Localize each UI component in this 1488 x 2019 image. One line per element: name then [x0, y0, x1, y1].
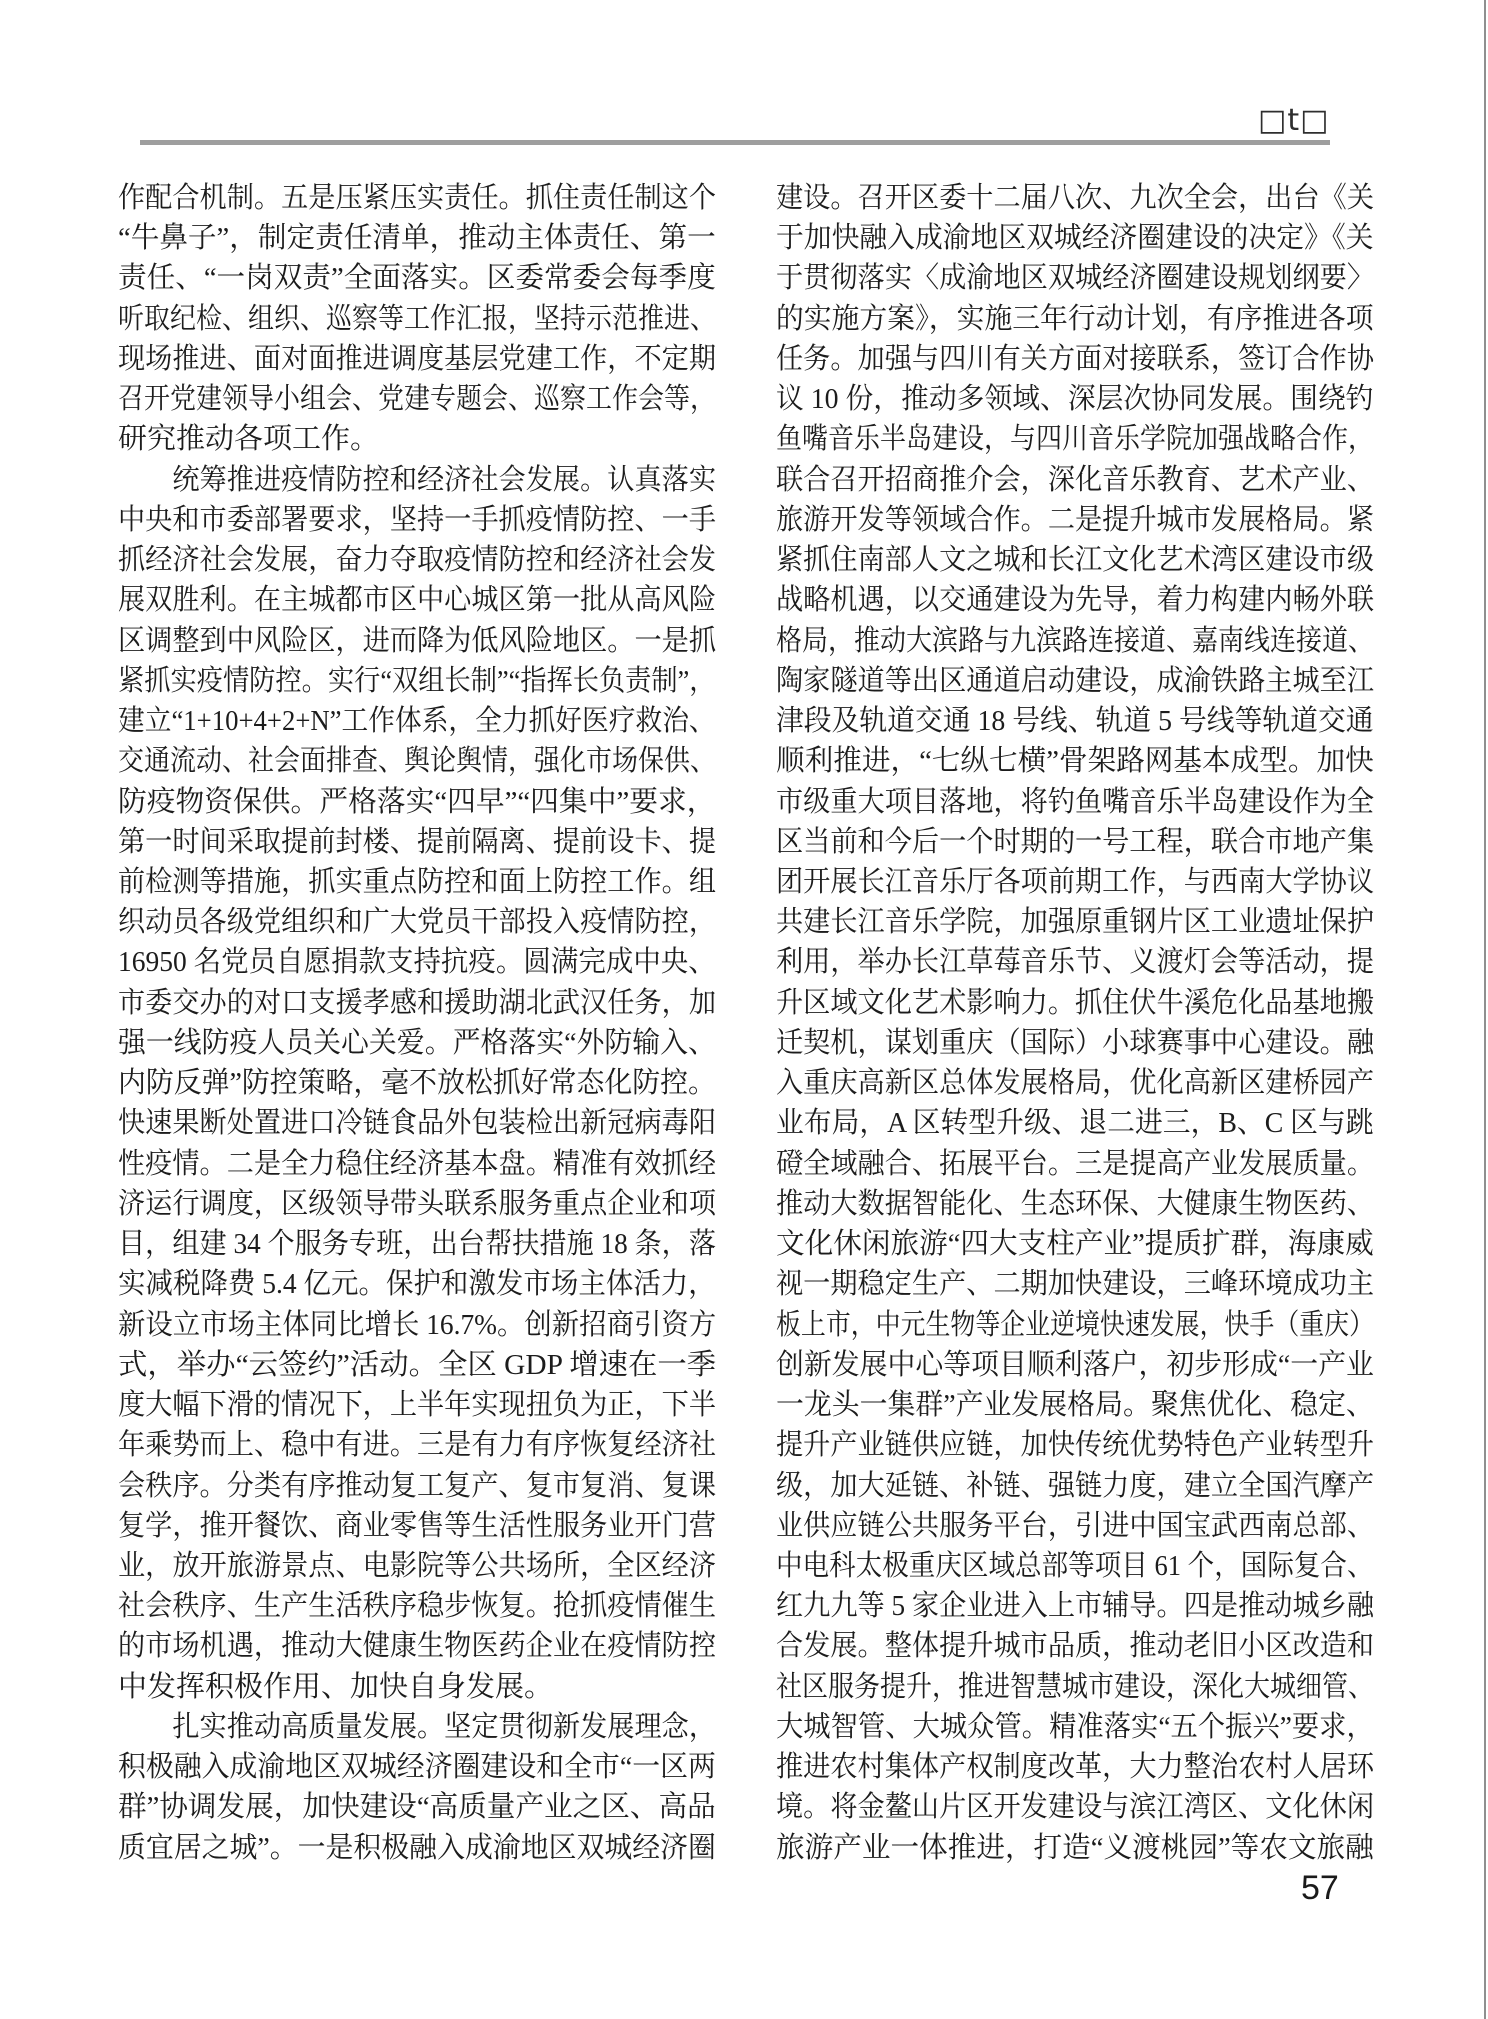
text-line: [776, 1305, 1374, 1345]
text-line: [776, 701, 1374, 741]
text-line-content: 红九九等 5 家企业进入上市辅导。四是推动城乡融: [776, 1590, 1375, 1623]
text-line-content: 紧抓住南部人文之城和长江文化艺术湾区建设市级: [776, 544, 1375, 577]
text-line-content: 业布局，A 区转型升级、退二进三，B、C 区与跳: [776, 1107, 1374, 1140]
text-line: [118, 822, 716, 862]
text-line-content: 内防反弹”防控策略，毫不放松抓好常态化防控。: [118, 1067, 716, 1100]
text-line: [776, 339, 1374, 379]
text-line: [118, 1063, 716, 1103]
text-line: [118, 1787, 716, 1827]
text-line: [776, 258, 1374, 298]
text-line: [118, 178, 716, 218]
text-line-content: 市级重大项目落地，将钓鱼嘴音乐半岛建设作为全: [776, 785, 1375, 818]
text-line: [118, 1586, 716, 1626]
text-line: [118, 258, 716, 298]
text-line: [118, 1828, 716, 1868]
text-line-content: 社会秩序、生产生活秩序稳步恢复。抢抓疫情催生: [118, 1590, 717, 1623]
text-line-content: 业供应链公共服务平台，引进中国宝武西南总部、: [776, 1509, 1375, 1542]
text-line-content: 于加快融入成渝地区双城经济圈建设的决定》《关: [776, 222, 1374, 255]
text-line: [118, 1506, 716, 1546]
text-line-content: 创新发展中心等项目顺利落户，初步形成“一产业: [776, 1348, 1374, 1381]
text-line-content: 抓经济社会发展，奋力夺取疫情防控和经济社会发: [118, 544, 717, 577]
text-line-content: 视一期稳定生产、二期加快建设，三峰环境成功主: [776, 1268, 1375, 1301]
text-column-left: [118, 178, 716, 1868]
text-line: [776, 1707, 1374, 1747]
text-line-content: 建立“1+10+4+2+N”工作体系，全力抓好医疗救治、: [118, 705, 716, 738]
text-line: [776, 218, 1374, 258]
text-line: [776, 902, 1374, 942]
text-line: [776, 1546, 1374, 1586]
text-line: [776, 1667, 1374, 1707]
text-line-content: 强一线防疫人员关心关爱。严格落实“外防输入、: [118, 1026, 716, 1059]
text-line: [776, 621, 1374, 661]
text-line: [118, 782, 716, 822]
text-line-content: 实减税降费 5.4 亿元。保护和激发市场主体活力，: [118, 1268, 716, 1301]
text-line: [776, 1466, 1374, 1506]
text-line: [118, 1546, 716, 1586]
text-line-content: 前检测等措施，抓实重点防控和面上防控工作。组: [118, 865, 717, 898]
text-column-right: [776, 178, 1374, 1868]
text-line-content: 合发展。整体提升城市品质，推动老旧小区改造和: [776, 1630, 1375, 1663]
text-line: [118, 1707, 716, 1747]
text-line-content: 磴全域融合、拓展平台。三是提高产业发展质量。: [776, 1147, 1375, 1180]
text-line: [776, 1828, 1374, 1868]
text-line: [118, 862, 716, 902]
text-line: [776, 1023, 1374, 1063]
text-line: [776, 1144, 1374, 1184]
text-line: [118, 1184, 716, 1224]
text-line: [118, 1425, 716, 1465]
text-line-content: 建设。召开区委十二届八次、九次全会，出台《关: [776, 182, 1375, 214]
text-line-content: 联合召开招商推介会，深化音乐教育、艺术产业、: [776, 463, 1375, 496]
page-number: 57: [1301, 1869, 1339, 1907]
text-line-content: 推进农村集体产权制度改革，大力整治农村人居环: [776, 1751, 1375, 1784]
text-line-content: “牛鼻子”，制定责任清单，推动主体责任、第一: [118, 222, 716, 255]
text-line-content: 区当前和今后一个时期的一号工程，联合市地产集: [776, 825, 1375, 858]
text-line: [118, 540, 716, 580]
text-line: [776, 1425, 1374, 1465]
text-line: [776, 419, 1374, 459]
text-line: [118, 1103, 716, 1143]
text-line-content: 战略机遇，以交通建设为先导，着力构建内畅外联: [776, 584, 1375, 617]
text-line: [118, 983, 716, 1023]
text-line-content: 升区域文化艺术影响力。抓住伏牛溪危化品基地搬: [776, 986, 1375, 1019]
text-line-content: 迁契机，谋划重庆（国际）小球赛事中心建设。融: [776, 1026, 1375, 1059]
text-line-content: 陶家隧道等出区通道启动建设，成渝铁路主城至江: [776, 664, 1375, 697]
text-line-content: 业，放开旅游景点、电影院等公共场所，全区经济: [118, 1549, 717, 1582]
text-line-content: 板上市，中元生物等企业逆境快速发展，快手（重庆）: [776, 1308, 1375, 1341]
text-line-content: 格局，推动大滨路与九滨路连接道、嘉南线连接道、: [776, 624, 1375, 657]
text-line: [776, 983, 1374, 1023]
text-line-content: 济运行调度，区级领导带头联系服务重点企业和项: [118, 1187, 717, 1220]
text-line-content: 社区服务提升，推进智慧城市建设，深化大城细管、: [776, 1670, 1375, 1703]
text-line: [118, 1466, 716, 1506]
text-line: [118, 580, 716, 620]
text-line: [776, 299, 1374, 339]
text-line-content: 现场推进、面对面推进调度基层党建工作，不定期: [118, 342, 717, 375]
text-line: [776, 1184, 1374, 1224]
text-line-content: 织动员各级党组织和广大党员干部投入疫情防控，: [118, 906, 717, 939]
text-line: [118, 1144, 716, 1184]
text-line-content: 式，举办“云签约”活动。全区 GDP 增速在一季: [118, 1348, 717, 1381]
text-line: [118, 1264, 716, 1304]
text-line: [776, 1103, 1374, 1143]
text-line: [776, 1747, 1374, 1787]
text-line-content: 交通流动、社会面排查、舆论舆情，强化市场保供、: [118, 745, 717, 778]
text-line: [118, 419, 716, 459]
text-line-content: 研究推动各项工作。: [118, 423, 380, 456]
text-line-content: 提升产业链供应链，加快传统优势特色产业转型升: [776, 1429, 1375, 1462]
text-line-content: 一龙头一集群”产业发展格局。聚焦优化、稳定、: [776, 1389, 1374, 1422]
text-line: [776, 741, 1374, 781]
text-line: [118, 1747, 716, 1787]
text-line: [118, 741, 716, 781]
text-line-content: 中央和市委部署要求，坚持一手抓疫情防控、一手: [118, 503, 717, 536]
text-line-content: 大城智管、大城众管。精准落实“五个振兴”要求，: [776, 1710, 1374, 1743]
text-line-content: 作配合机制。五是压紧压实责任。抓住责任制这个: [118, 182, 717, 214]
text-line: [776, 379, 1374, 419]
text-line: [118, 1224, 716, 1264]
text-line: [776, 1063, 1374, 1103]
text-line-content: 统筹推进疫情防控和经济社会发展。认真落实: [118, 463, 717, 496]
text-line: [118, 339, 716, 379]
text-line: [776, 580, 1374, 620]
text-line-content: 听取纪检、组织、巡察等工作汇报，坚持示范推进、: [118, 302, 717, 335]
text-line-content: 团开展长江音乐厅各项前期工作，与西南大学协议: [776, 865, 1375, 898]
text-line-content: 市委交办的对口支援孝感和援助湖北武汉任务，加: [118, 986, 717, 1019]
text-line-content: 召开党建领导小组会、党建专题会、巡察工作会等，: [118, 383, 717, 416]
text-line: [776, 500, 1374, 540]
text-line: [776, 1506, 1374, 1546]
text-line-content: 群”协调发展，加快建设“高质量产业之区、高品: [118, 1791, 716, 1824]
text-line: [118, 379, 716, 419]
text-line-content: 展双胜利。在主城都市区中心城区第一批从高风险: [118, 584, 717, 617]
text-line-content: 议 10 份，推动多领域、深层次协同发展。围绕钓: [776, 383, 1374, 416]
text-line-content: 防疫物资保供。严格落实“四早”“四集中”要求，: [118, 785, 716, 818]
text-line-content: 快速果断处置进口冷链食品外包装检出新冠病毒阳: [118, 1107, 717, 1140]
text-line: [118, 1345, 716, 1385]
text-line-content: 推动大数据智能化、生态环保、大健康生物医药、: [776, 1187, 1375, 1220]
text-line: [118, 1626, 716, 1666]
text-line-content: 入重庆高新区总体发展格局，优化高新区建桥园产: [776, 1067, 1375, 1100]
text-line-content: 境。将金鳌山片区开发建设与滨江湾区、文化休闲: [776, 1791, 1375, 1824]
text-line: [776, 1345, 1374, 1385]
text-line: [776, 1787, 1374, 1827]
text-line: [118, 621, 716, 661]
text-line-content: 级，加大延链、补链、强链力度，建立全国汽摩产: [776, 1469, 1375, 1502]
text-line-content: 利用，举办长江草莓音乐节、义渡灯会等活动，提: [776, 946, 1375, 979]
text-line-content: 文化休闲旅游“四大支柱产业”提质扩群，海康威: [776, 1228, 1374, 1261]
text-line: [776, 661, 1374, 701]
text-line-content: 度大幅下滑的情况下，上半年实现扭负为正，下半: [118, 1389, 717, 1422]
text-line: [776, 1385, 1374, 1425]
text-line-content: 新设立市场主体同比增长 16.7%。创新招商引资方: [118, 1308, 717, 1341]
text-line-content: 鱼嘴音乐半岛建设，与四川音乐学院加强战略合作，: [776, 423, 1375, 456]
text-line-content: 积极融入成渝地区双城经济圈建设和全市“一区两: [118, 1751, 716, 1784]
text-line-content: 中电科太极重庆区域总部等项目 61 个，国际复合、: [776, 1549, 1374, 1582]
header-rule: [140, 140, 1330, 145]
page-edge-line: [1484, 0, 1486, 2019]
header-mark: □t□: [1258, 103, 1330, 138]
text-line: [776, 1586, 1374, 1626]
text-line-content: 任务。加强与四川有关方面对接联系，签订合作协: [776, 342, 1375, 375]
text-line-content: 目，组建 34 个服务专班，出台帮扶措施 18 条，落: [118, 1228, 717, 1261]
text-line-content: 的实施方案》，实施三年行动计划，有序推进各项: [776, 302, 1374, 335]
text-line-content: 旅游产业一体推进，打造“义渡桃园”等农文旅融: [776, 1831, 1374, 1864]
text-line: [118, 942, 716, 982]
text-line: [118, 1305, 716, 1345]
text-line-content: 共建长江音乐学院，加强原重钢片区工业遗址保护: [776, 906, 1375, 939]
text-line-content: 中发挥积极作用、加快自身发展。: [118, 1670, 554, 1703]
text-line-content: 紧抓实疫情防控。实行“双组长制”“指挥长负责制”，: [118, 664, 716, 697]
text-line: [118, 500, 716, 540]
text-line-content: 扎实推动高质量发展。坚定贯彻新发展理念，: [118, 1710, 717, 1743]
text-line-content: 年乘势而上、稳中有进。三是有力有序恢复经济社: [118, 1429, 717, 1462]
text-line-content: 性疫情。二是全力稳住经济基本盘。精准有效抓经: [118, 1147, 717, 1180]
text-line: [776, 1224, 1374, 1264]
text-line: [776, 1626, 1374, 1666]
text-line: [118, 701, 716, 741]
text-line: [776, 178, 1374, 218]
text-line: [776, 822, 1374, 862]
text-line: [118, 1385, 716, 1425]
text-line: [776, 460, 1374, 500]
text-line: [776, 942, 1374, 982]
text-line-content: 于贯彻落实〈成渝地区双城经济圈建设规划纲要〉: [776, 262, 1375, 295]
text-line: [776, 540, 1374, 580]
text-line-content: 会秩序。分类有序推动复工复产、复市复消、复课: [118, 1469, 717, 1502]
text-line-content: 复学，推开餐饮、商业零售等生活性服务业开门营: [118, 1509, 717, 1542]
text-line-content: 16950 名党员自愿捐款支持抗疫。圆满完成中央、: [118, 946, 716, 979]
text-line-content: 旅游开发等领域合作。二是提升城市发展格局。紧: [776, 503, 1375, 536]
text-line: [118, 661, 716, 701]
text-line: [118, 902, 716, 942]
text-line: [776, 1264, 1374, 1304]
text-line: [118, 1023, 716, 1063]
text-line-content: 顺利推进，“七纵七横”骨架路网基本成型。加快: [776, 745, 1374, 778]
text-line: [776, 862, 1374, 902]
text-line: [118, 1667, 716, 1707]
text-line-content: 第一时间采取提前封楼、提前隔离、提前设卡、提: [118, 825, 717, 858]
text-line: [118, 218, 716, 258]
text-line-content: 区调整到中风险区，进而降为低风险地区。一是抓: [118, 624, 717, 657]
text-line: [118, 460, 716, 500]
text-line-content: 的市场机遇，推动大健康生物医药企业在疫情防控: [118, 1630, 717, 1663]
text-line-content: 质宜居之城”。一是积极融入成渝地区双城经济圈: [118, 1831, 716, 1864]
text-line: [118, 299, 716, 339]
text-line-content: 责任、“一岗双责”全面落实。区委常委会每季度: [118, 262, 716, 295]
text-columns: [118, 178, 1374, 1868]
text-line-content: 津段及轨道交通 18 号线、轨道 5 号线等轨道交通: [776, 705, 1374, 738]
text-line: [776, 782, 1374, 822]
